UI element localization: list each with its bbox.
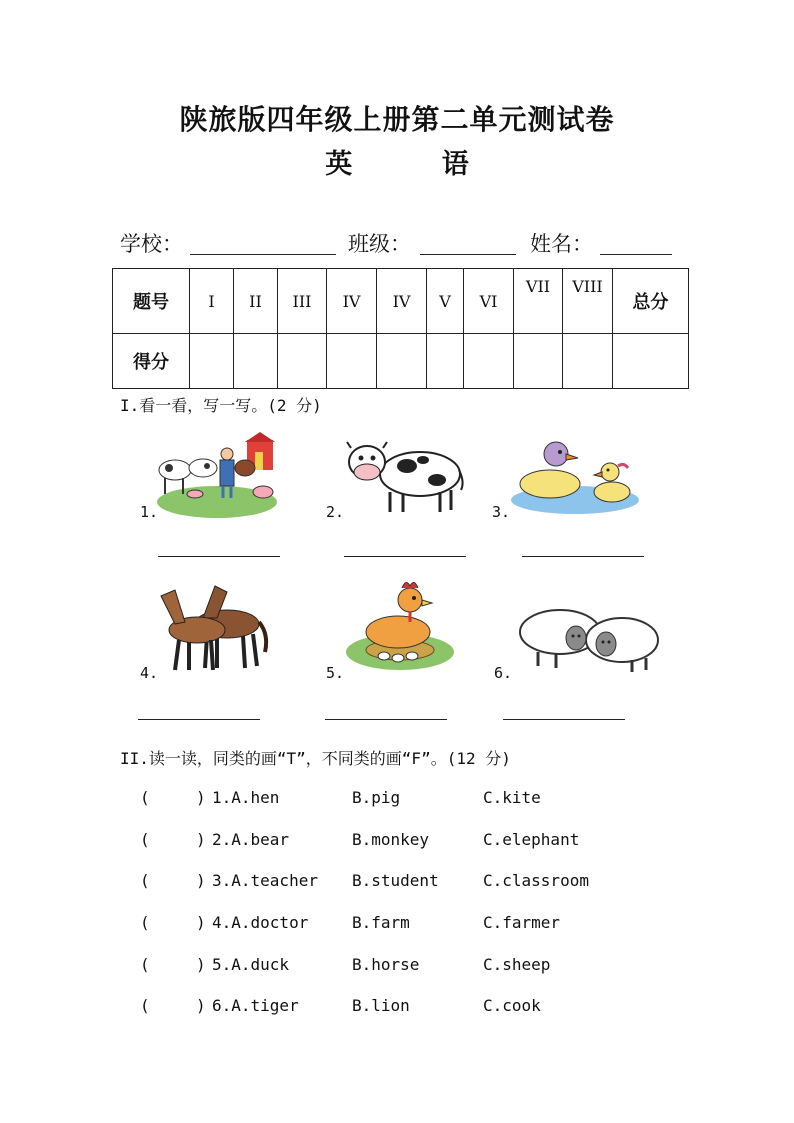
name-field[interactable] — [600, 254, 672, 255]
answer-paren-close: ) — [196, 913, 206, 932]
score-cell[interactable] — [464, 334, 514, 389]
name-label: 姓名： — [530, 232, 593, 256]
question-number-label: 题号 — [113, 269, 190, 334]
col-header: IV — [327, 269, 377, 334]
question-row — [140, 788, 660, 810]
option-b: B.lion — [352, 996, 410, 1015]
score-table-header-row — [113, 269, 689, 334]
picture-number: 1. — [140, 503, 159, 521]
col-header: III — [278, 269, 327, 334]
answer-paren-close: ) — [196, 996, 206, 1015]
option-a: 3.A.teacher — [212, 871, 318, 890]
question-row — [140, 830, 660, 852]
horses-icon — [155, 578, 271, 672]
col-header: II — [234, 269, 278, 334]
answer-paren-close: ) — [196, 871, 206, 890]
score-cell[interactable] — [278, 334, 327, 389]
student-info — [120, 228, 680, 258]
cow-icon — [345, 432, 465, 517]
col-header: VI — [464, 269, 514, 334]
option-a: 1.A.hen — [212, 788, 280, 807]
total-label: 总分 — [613, 269, 689, 334]
section2-title: II.读一读，同类的画“T”，不同类的画“F”。(12 分) — [120, 749, 511, 768]
picture-number: 4. — [140, 664, 159, 682]
page-title: 陕旅版四年级上册第二单元测试卷 — [179, 103, 615, 136]
score-cell[interactable] — [427, 334, 464, 389]
answer-paren-open[interactable]: ( — [140, 955, 150, 974]
answer-paren-close: ) — [196, 955, 206, 974]
question-row — [140, 871, 660, 893]
col-header: IV — [377, 269, 427, 334]
picture-number: 3. — [492, 503, 511, 521]
class-field[interactable] — [420, 254, 516, 255]
option-c: C.farmer — [483, 913, 561, 932]
option-c: C.classroom — [483, 871, 589, 890]
option-c: C.cook — [483, 996, 541, 1015]
picture-number: 5. — [326, 664, 345, 682]
answer-line-5[interactable] — [325, 719, 447, 720]
option-a: 5.A.duck — [212, 955, 290, 974]
answer-line-1[interactable] — [158, 556, 280, 557]
option-c: C.kite — [483, 788, 541, 807]
question-row — [140, 955, 660, 977]
answer-paren-close: ) — [196, 788, 206, 807]
score-cell[interactable] — [377, 334, 427, 389]
section1-title: I.看一看，写一写。(2 分) — [120, 396, 322, 415]
score-table-score-row — [113, 334, 689, 389]
answer-paren-close: ) — [196, 830, 206, 849]
option-c: C.elephant — [483, 830, 580, 849]
score-cell[interactable] — [514, 334, 563, 389]
class-label: 班级： — [348, 232, 411, 256]
score-cell[interactable] — [327, 334, 377, 389]
col-header: I — [190, 269, 234, 334]
question-row — [140, 913, 660, 935]
option-b: B.student — [352, 871, 439, 890]
score-cell[interactable] — [563, 334, 613, 389]
answer-line-4[interactable] — [138, 719, 260, 720]
ducks-icon — [510, 432, 640, 517]
score-table — [112, 268, 689, 389]
option-b: B.pig — [352, 788, 401, 807]
score-label: 得分 — [113, 334, 190, 389]
school-field[interactable] — [190, 254, 336, 255]
school-label: 学校： — [120, 232, 183, 256]
sheep-icon — [512, 600, 662, 674]
answer-line-3[interactable] — [522, 556, 644, 557]
picture-number: 2. — [326, 503, 345, 521]
option-b: B.farm — [352, 913, 410, 932]
option-b: B.monkey — [352, 830, 430, 849]
answer-line-6[interactable] — [503, 719, 625, 720]
col-header: V — [427, 269, 464, 334]
score-cell[interactable] — [234, 334, 278, 389]
col-header: VIII — [563, 269, 613, 334]
score-cell[interactable] — [190, 334, 234, 389]
answer-line-2[interactable] — [344, 556, 466, 557]
question-row — [140, 996, 660, 1018]
option-a: 2.A.bear — [212, 830, 290, 849]
option-b: B.horse — [352, 955, 420, 974]
answer-paren-open[interactable]: ( — [140, 830, 150, 849]
option-a: 6.A.tiger — [212, 996, 299, 1015]
picture-number: 6. — [494, 664, 513, 682]
hen-icon — [344, 576, 456, 672]
answer-paren-open[interactable]: ( — [140, 913, 150, 932]
col-header: VII — [514, 269, 563, 334]
option-a: 4.A.doctor — [212, 913, 309, 932]
option-c: C.sheep — [483, 955, 551, 974]
answer-paren-open[interactable]: ( — [140, 996, 150, 1015]
farm-scene-icon — [155, 432, 279, 520]
score-cell[interactable] — [613, 334, 689, 389]
subject-title: 英 语 — [325, 149, 509, 180]
answer-paren-open[interactable]: ( — [140, 788, 150, 807]
answer-paren-open[interactable]: ( — [140, 871, 150, 890]
